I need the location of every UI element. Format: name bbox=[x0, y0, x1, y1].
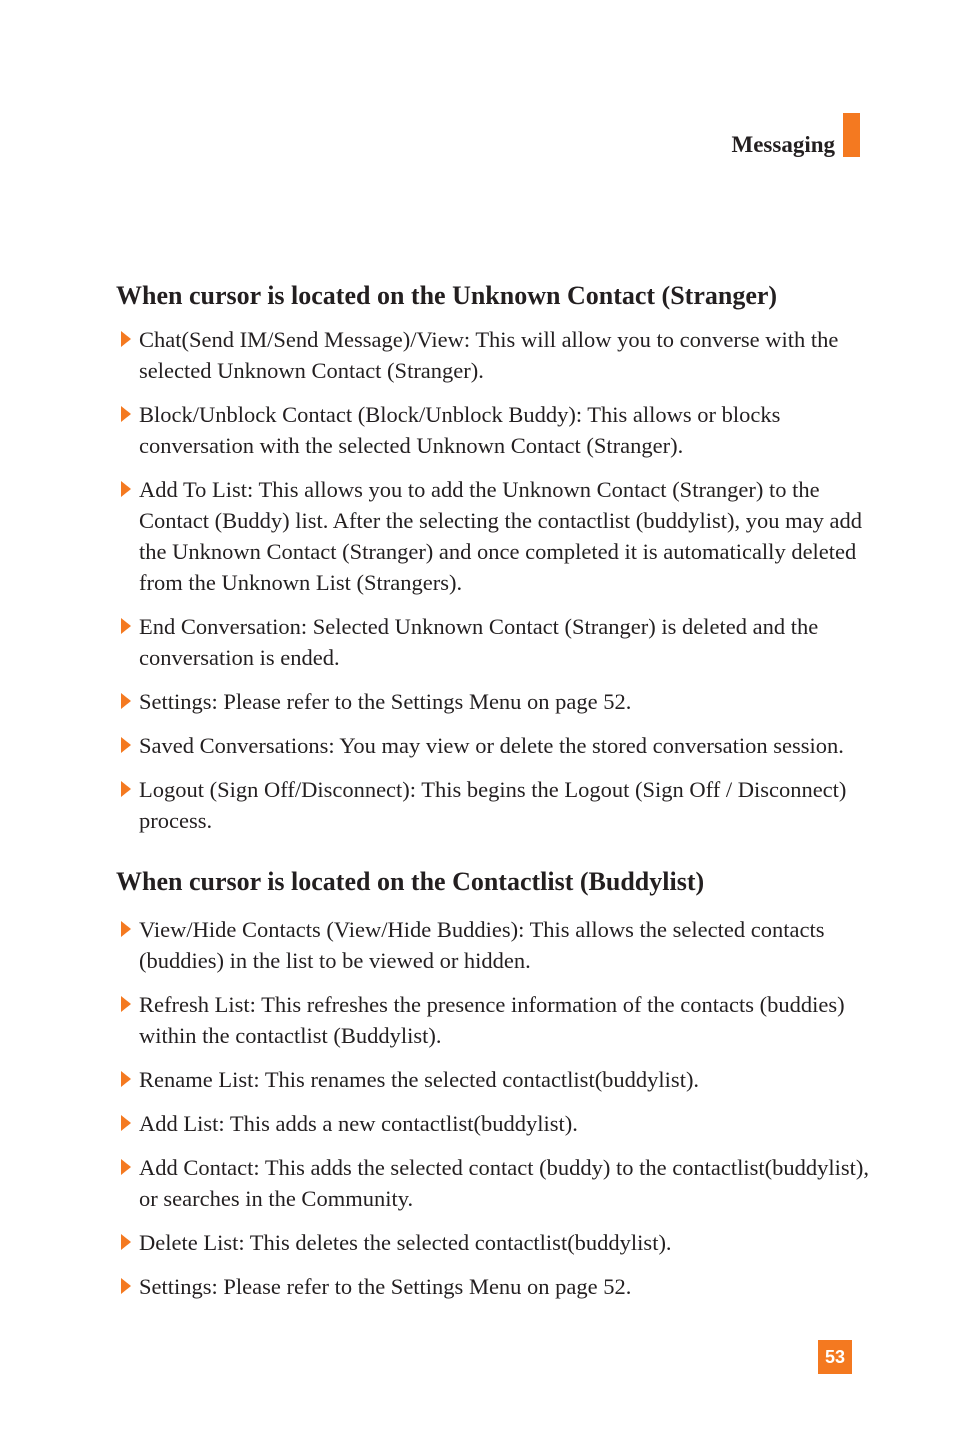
triangle-right-icon bbox=[121, 1071, 131, 1087]
list-item-text: Settings: Please refer to the Settings Menu on page 52. bbox=[139, 1274, 632, 1299]
list-item bbox=[116, 1152, 886, 1214]
list-item-text: Logout (Sign Off/Disconnect): This begins the Logout (Sign Off / Disconnect) process. bbox=[139, 777, 847, 833]
list-item-text: View/Hide Contacts (View/Hide Buddies): This allows the selected contacts (buddies) in the list to be viewed or hidden. bbox=[139, 917, 825, 973]
triangle-right-icon bbox=[121, 693, 131, 709]
list-item-text: Settings: Please refer to the Settings Menu on page 52. bbox=[139, 689, 632, 714]
list-item bbox=[116, 989, 886, 1051]
triangle-right-icon bbox=[121, 331, 131, 347]
list-item bbox=[116, 324, 886, 386]
list-item bbox=[116, 611, 886, 673]
page-content bbox=[116, 278, 886, 1315]
section-heading-stranger: When cursor is located on the Unknown Contact (Stranger) bbox=[116, 281, 778, 310]
list-item-text: Chat(Send IM/Send Message)/View: This will allow you to converse with the selected Unknown Contact (Stranger). bbox=[139, 327, 839, 383]
list-item-text: End Conversation: Selected Unknown Contact (Stranger) is deleted and the conversation is ended. bbox=[139, 614, 819, 670]
list-item bbox=[116, 914, 886, 976]
triangle-right-icon bbox=[121, 1278, 131, 1294]
list-item-text: Refresh List: This refreshes the presence information of the contacts (buddies) within the contactlist (Buddylist). bbox=[139, 992, 845, 1048]
list-item-text: Add List: This adds a new contactlist(buddylist). bbox=[139, 1111, 578, 1136]
list-item bbox=[116, 730, 886, 761]
list-item-text: Block/Unblock Contact (Block/Unblock Buddy): This allows or blocks conversation with the selected Unknown Contact (Stranger). bbox=[139, 402, 781, 458]
triangle-right-icon bbox=[121, 1159, 131, 1175]
list-item bbox=[116, 686, 886, 717]
triangle-right-icon bbox=[121, 1115, 131, 1131]
list-item bbox=[116, 774, 886, 836]
list-item bbox=[116, 399, 886, 461]
list-item-text: Add Contact: This adds the selected contact (buddy) to the contactlist(buddylist), or searches in the Community. bbox=[139, 1155, 870, 1211]
triangle-right-icon bbox=[121, 618, 131, 634]
triangle-right-icon bbox=[121, 1234, 131, 1250]
page-number-badge: 53 bbox=[818, 1340, 852, 1374]
list-item bbox=[116, 1271, 886, 1302]
list-item-text: Rename List: This renames the selected contactlist(buddylist). bbox=[139, 1067, 700, 1092]
list-item bbox=[116, 1064, 886, 1095]
list-item-text: Delete List: This deletes the selected contactlist(buddylist). bbox=[139, 1230, 672, 1255]
triangle-right-icon bbox=[121, 406, 131, 422]
list-item-text: Saved Conversations: You may view or delete the stored conversation session. bbox=[139, 733, 844, 758]
list-item bbox=[116, 1227, 886, 1258]
list-item bbox=[116, 474, 886, 598]
section-tab-marker bbox=[843, 113, 860, 157]
triangle-right-icon bbox=[121, 781, 131, 797]
list-item-text: Add To List: This allows you to add the Unknown Contact (Stranger) to the Contact (Buddy) list. After the selecting the contactlist (buddylist), you may add the Unknown Contact (Stranger) and once completed it is automatically deleted from the Unknown List (Strangers). bbox=[139, 477, 862, 595]
triangle-right-icon bbox=[121, 921, 131, 937]
triangle-right-icon bbox=[121, 481, 131, 497]
triangle-right-icon bbox=[121, 737, 131, 753]
triangle-right-icon bbox=[121, 996, 131, 1012]
buddylist-options-list bbox=[116, 914, 886, 1302]
list-item bbox=[116, 1108, 886, 1139]
running-header-title: Messaging bbox=[731, 132, 835, 157]
section-heading-buddylist: When cursor is located on the Contactlist (Buddylist) bbox=[116, 867, 705, 896]
stranger-options-list bbox=[116, 324, 886, 836]
